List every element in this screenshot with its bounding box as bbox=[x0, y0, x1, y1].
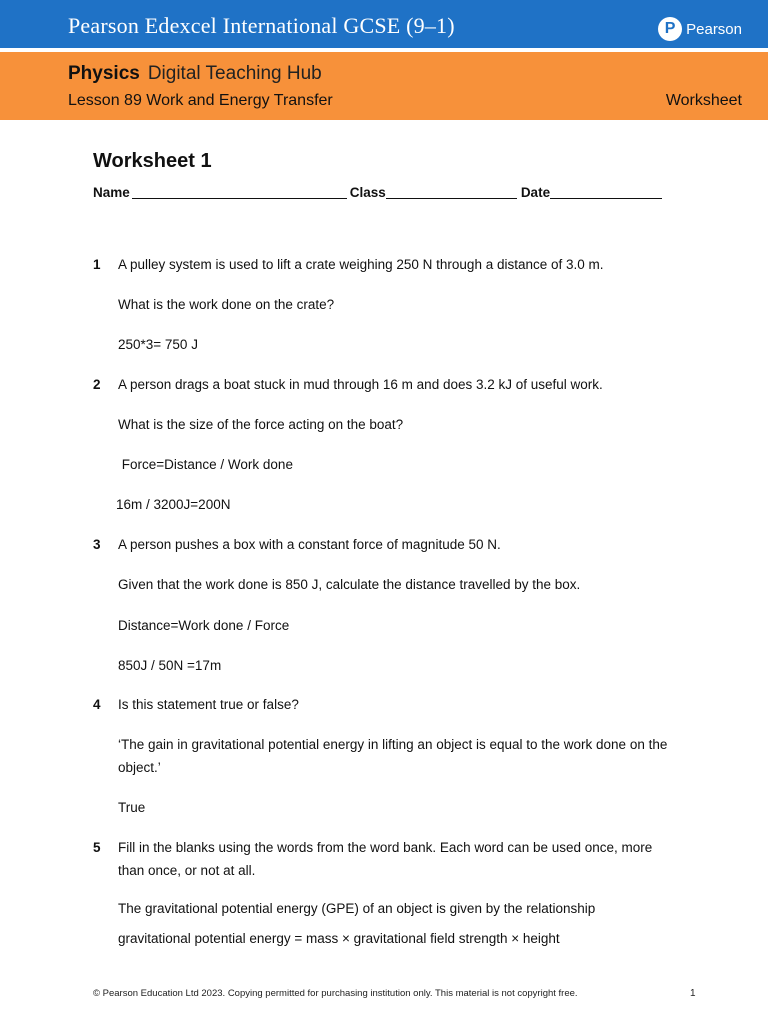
class-label: Class bbox=[349, 185, 386, 200]
answer-text: 850J / 50N =17m bbox=[118, 658, 222, 673]
pearson-p-icon: P bbox=[658, 17, 682, 41]
gpe-equation: gravitational potential energy = mass × gravitational field strength × height bbox=[118, 931, 560, 946]
subject-name: Physics bbox=[68, 63, 140, 84]
qualification-title: Pearson Edexcel International GCSE (9–1) bbox=[68, 13, 455, 38]
date-label: Date bbox=[520, 185, 551, 200]
page-number: 1 bbox=[690, 988, 696, 999]
date-field[interactable] bbox=[550, 185, 662, 199]
worksheet-title: Worksheet 1 bbox=[93, 150, 212, 172]
student-info-row bbox=[93, 185, 683, 200]
copyright-footer: © Pearson Education Ltd 2023. Copying permitted for purchasing institution only. This material is not copyright free. bbox=[93, 988, 578, 999]
lesson-title: Lesson 89 Work and Energy Transfer bbox=[68, 92, 333, 109]
question-prompt: What is the work done on the crate? bbox=[118, 297, 335, 312]
class-field[interactable] bbox=[386, 185, 517, 199]
top-banner bbox=[0, 0, 768, 48]
answer-text: 250*3= 750 J bbox=[118, 337, 198, 352]
name-label: Name bbox=[93, 185, 130, 200]
answer-formula: Force=Distance / Work done bbox=[118, 457, 293, 472]
hub-name: Digital Teaching Hub bbox=[147, 63, 322, 84]
question-text: Fill in the blanks using the words from the word bank. Each word can be used once, more than once, or not at all. bbox=[118, 840, 653, 878]
subject-banner bbox=[0, 52, 768, 120]
question-text: A person pushes a box with a constant force of magnitude 50 N. bbox=[118, 537, 501, 552]
answer-formula: Distance=Work done / Force bbox=[118, 618, 290, 633]
answer-text: True bbox=[118, 800, 146, 815]
worksheet-header bbox=[93, 150, 683, 200]
answer-text: 16m / 3200J=200N bbox=[116, 497, 231, 512]
document-type: Worksheet bbox=[665, 92, 742, 109]
question-number: 5 bbox=[93, 840, 101, 855]
question-text: A pulley system is used to lift a crate weighing 250 N through a distance of 3.0 m. bbox=[118, 257, 604, 272]
question-number: 4 bbox=[93, 697, 101, 712]
question-statement: The gravitational potential energy (GPE) of an object is given by the relationship bbox=[118, 901, 596, 916]
subject-line bbox=[68, 63, 322, 85]
question-number: 3 bbox=[93, 537, 101, 552]
question-text: Is this statement true or false? bbox=[118, 697, 299, 712]
question-number: 1 bbox=[93, 257, 101, 272]
question-prompt: Given that the work done is 850 J, calculate the distance travelled by the box. bbox=[118, 577, 581, 592]
pearson-logo bbox=[658, 16, 742, 42]
question-prompt: What is the size of the force acting on the boat? bbox=[118, 417, 404, 432]
name-field[interactable] bbox=[132, 185, 347, 199]
quoted-statement: ‘The gain in gravitational potential energy in lifting an object is equal to the work done on the object.’ bbox=[118, 737, 668, 775]
brand-name: Pearson bbox=[686, 20, 742, 38]
question-text: A person drags a boat stuck in mud through 16 m and does 3.2 kJ of useful work. bbox=[118, 377, 603, 392]
question-number: 2 bbox=[93, 377, 101, 392]
